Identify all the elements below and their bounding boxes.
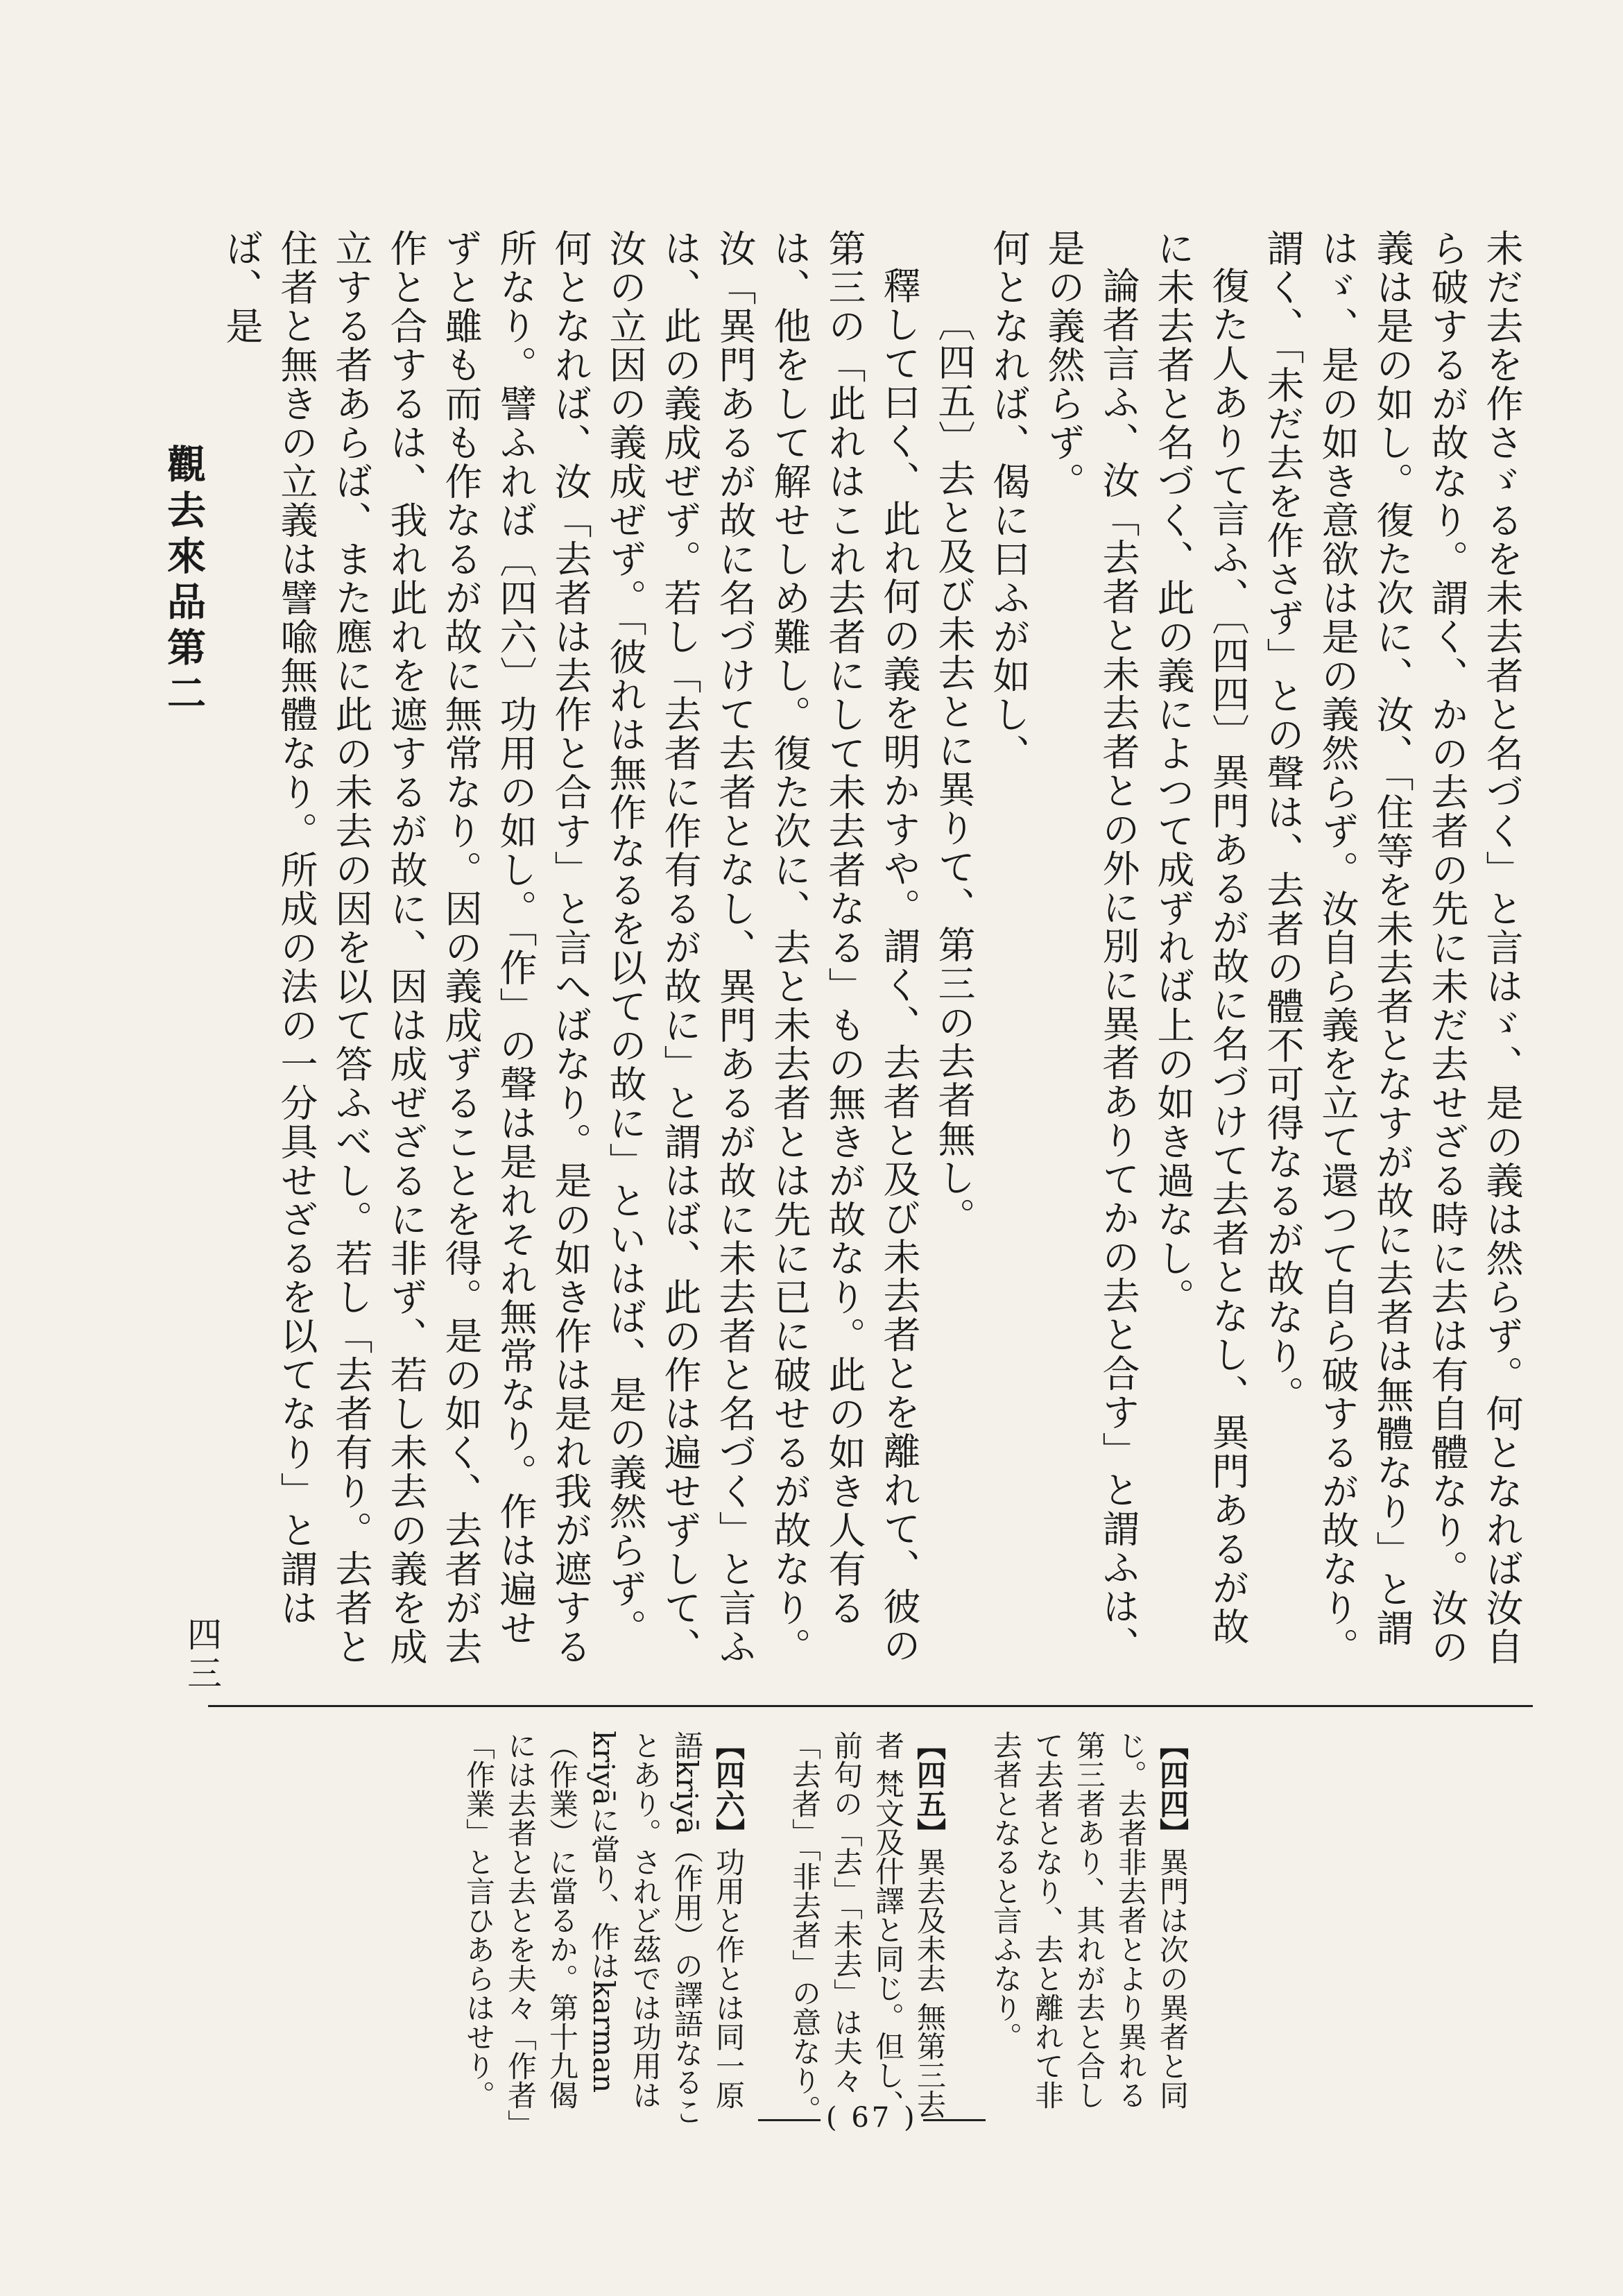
footnote-text: 功用と作とは同一原語kriyā（作用）の譯語なることあり。されど茲では功用はkriyāに當り、作はkarman（作業）に當るか。第十九偈には去者と去とを夫々「作者」「作業」と言ひあらはせり。 (462, 1731, 746, 2126)
verse: 〔四五〕去と及び未去とに異りて、第三の去者無し。 (932, 304, 976, 1236)
dash-left (758, 2119, 821, 2121)
paragraph: 未だ去を作さゞるを未去者と名づく」と言はゞ、是の義は然らず。何となれば汝自ら破するが故なり。謂く、かの去者の先に未だ去せざる時に去は有自體なり。汝の義は是の如し。復た次に、汝、「住等を未去者となすが故に去者は無體なり」と謂はゞ、是の如き意欲は是の義然らず。汝自ら義を立て還つて自ら破するが故なり。謂く、「未だ去を作さず」との聲は、去者の體不可得なるが故なり。 (1261, 229, 1524, 1666)
main-text-body (220, 229, 1529, 1679)
footnote-tag: 【四四】 (1156, 1731, 1190, 1847)
footnote (985, 1731, 1193, 2133)
footnote-tag: 【四六】 (712, 1731, 746, 1847)
paragraph: 釋して曰く、此れ何の義を明かすや。謂く、去者と及び未去者とを離れて、彼の第三の「此れはこれ去者にして未去者なる」もの無きが故なり。此の如き人有るは、他をして解せしめ難し。復た次に、去と未去者とは先に已に破せるが故なり。汝「異門あるが故に名づけて去者となし、異門あるが故に未去者と名づく」と言ふは、此の義成ぜず。若し「去者に作有るが故に」と謂はば、此の作は遍せずして、汝の立因の義成ぜず。「彼れは無作なるを以ての故に」といはば、是の義然らず。何となれば、汝「去者は去作と合す」と言へばなり。是の如き作は是れ我が遮する所なり。譬ふれば〔四六〕功用の如し。「作」の聲は是れそれ無常なり。作は遍せずと雖も而も作なるが故に無常なり。因の義成ずることを得。是の如く、去者が去作と合するは、我れ此れを遮するが故に、因は成ぜざるに非ず、若し未去の義を成立する者あらば、また應に此の未去の因を以て答ふべし。若し「去者有り。去者と住者と無きの立義は譬喩無體なり。所成の法の一分具せざるを以てなり」と謂はば、是 (220, 229, 921, 1666)
footnote (458, 1731, 749, 2133)
footnote-tag: 【四五】 (913, 1731, 947, 1847)
chapter-title: 觀去來品第二 (161, 444, 207, 719)
paragraph: 論者言ふ、汝「去者と未去者との外に別に異者ありてかの去と合す」と謂ふは、是の義然らず。 (1042, 229, 1140, 1665)
footnote-text: 異門は次の異者と同じ。去者非去者とより異れる第三者あり、其れが去と合して去者となり、去と離れて非去者となると言ふなり。 (989, 1731, 1190, 2109)
footnote (784, 1731, 950, 2133)
page-number: ( 67 ) (753, 2102, 991, 2134)
paragraph: 何となれば、偈に曰ふが如し、 (987, 229, 1031, 773)
footnote-text: 異去及未去 無第三去者 梵文及什譯と同じ。但し、前句の「去」「未去」は夫々「去者」「非去者」の意なり。 (788, 1731, 947, 2124)
page-number-value: 67 (851, 2102, 893, 2134)
dash-right (923, 2119, 986, 2121)
page-kanji-number: 四三 (182, 1616, 222, 1694)
paragraph: 復た人ありて言ふ、〔四四〕異門あるが故に名づけて去者となし、異門あるが故に未去者と名づく、此の義によつて成ずれば上の如き過なし。 (1151, 229, 1250, 1646)
footnote-divider (208, 1705, 1533, 1707)
footnotes (229, 1731, 1193, 2133)
